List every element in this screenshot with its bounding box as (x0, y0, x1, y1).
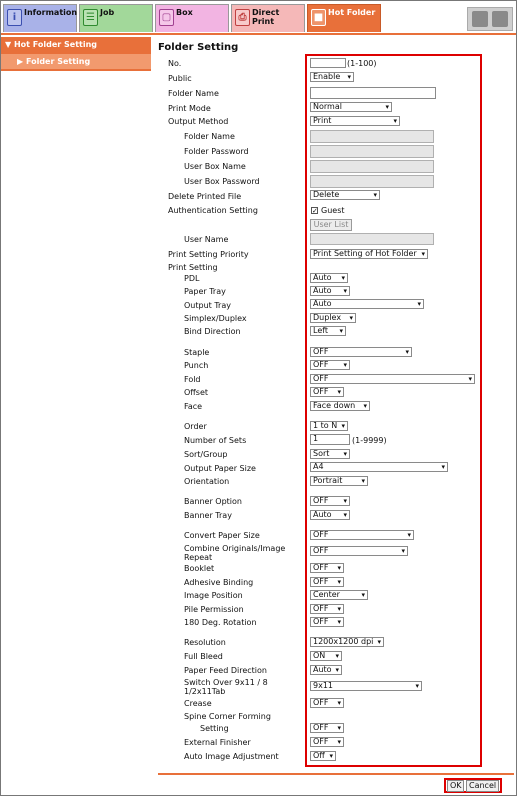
om-user-box-password-input[interactable] (310, 175, 434, 188)
om-folder-name-input[interactable] (310, 130, 434, 143)
order-select[interactable]: 1 to N ▾ (310, 421, 348, 431)
crease-select[interactable]: OFF ▾ (310, 698, 344, 708)
sidebar (1, 37, 151, 71)
sidebar-heading[interactable]: ▼ Hot Folder Setting (1, 37, 151, 54)
booklet-select[interactable]: OFF ▾ (310, 563, 344, 573)
job-icon: ☰ (83, 9, 98, 26)
pdl-select[interactable]: Auto ▾ (310, 273, 348, 283)
label-staple: Staple (184, 348, 210, 357)
label-banner-tray: Banner Tray (184, 511, 232, 520)
toolbar-icons (467, 7, 513, 31)
bind-direction-select[interactable]: Left ▾ (310, 326, 346, 336)
label-adhesive-binding: Adhesive Binding (184, 578, 254, 587)
label-punch: Punch (184, 361, 209, 370)
full-bleed-select[interactable]: ON ▾ (310, 651, 342, 661)
label-resolution: Resolution (184, 638, 226, 647)
label-public: Public (168, 74, 192, 83)
no-range-hint: (1-100) (347, 59, 377, 68)
label-spine-corner-2: Setting (200, 724, 229, 733)
staple-select[interactable]: OFF ▾ (310, 347, 412, 357)
combine-originals-select[interactable]: OFF ▾ (310, 546, 408, 556)
footer-divider (158, 773, 514, 775)
label-fold: Fold (184, 375, 201, 384)
banner-tray-select[interactable]: Auto ▾ (310, 510, 350, 520)
auto-image-adjustment-select[interactable]: Off ▾ (310, 751, 336, 761)
hot-folder-icon: ■ (311, 9, 326, 26)
paper-feed-direction-select[interactable]: Auto ▾ (310, 665, 342, 675)
label-switch-over-1: Switch Over 9x11 / 8 (184, 678, 268, 687)
top-tab-bar (1, 1, 516, 35)
label-output-paper-size: Output Paper Size (184, 464, 256, 473)
label-paper-tray: Paper Tray (184, 287, 226, 296)
image-position-select[interactable]: Center ▾ (310, 590, 368, 600)
spine-corner-forming-select[interactable]: OFF ▾ (310, 723, 344, 733)
banner-option-select[interactable]: OFF ▾ (310, 496, 350, 506)
label-convert-paper-size: Convert Paper Size (184, 531, 260, 540)
no-input[interactable] (310, 58, 346, 68)
label-user-name: User Name (184, 235, 229, 244)
label-output-tray: Output Tray (184, 301, 231, 310)
label-booklet: Booklet (184, 564, 215, 573)
guest-checkbox[interactable]: ✓ (312, 207, 318, 215)
label-om-user-box-password: User Box Password (184, 177, 260, 186)
label-spine-corner-1: Spine Corner Forming (184, 712, 271, 721)
number-of-sets-hint: (1-9999) (352, 436, 387, 445)
offset-select[interactable]: OFF ▾ (310, 387, 344, 397)
switch-over-select[interactable]: 9x11 ▾ (310, 681, 422, 691)
direct-print-icon: ⎙ (235, 9, 250, 26)
guest-label: Guest (321, 206, 345, 215)
folder-name-input[interactable] (310, 87, 436, 99)
cancel-button[interactable]: Cancel (466, 780, 499, 792)
device-icon[interactable] (472, 11, 488, 27)
label-combine-originals-2: Repeat (184, 553, 213, 562)
label-combine-originals-1: Combine Originals/Image (184, 544, 286, 553)
output-tray-select[interactable]: Auto ▾ (310, 299, 424, 309)
label-simplex-duplex: Simplex/Duplex (184, 314, 247, 323)
label-paper-feed-direction: Paper Feed Direction (184, 666, 267, 675)
convert-paper-size-select[interactable]: OFF ▾ (310, 530, 414, 540)
label-number-of-sets: Number of Sets (184, 436, 247, 445)
face-select[interactable]: Face down ▾ (310, 401, 370, 411)
resolution-select[interactable]: 1200x1200 dpi ▾ (310, 637, 384, 647)
external-finisher-select[interactable]: OFF ▾ (310, 737, 344, 747)
label-order: Order (184, 422, 207, 431)
label-sort-group: Sort/Group (184, 450, 228, 459)
user-name-input[interactable] (310, 233, 434, 245)
om-user-box-name-input[interactable] (310, 160, 434, 173)
label-delete-printed-file: Delete Printed File (168, 192, 242, 201)
label-om-user-box-name: User Box Name (184, 162, 246, 171)
number-of-sets-input[interactable]: 1 (310, 434, 350, 445)
label-face: Face (184, 402, 203, 411)
label-auto-image-adjustment: Auto Image Adjustment (184, 752, 279, 761)
label-full-bleed: Full Bleed (184, 652, 223, 661)
simplex-duplex-select[interactable]: Duplex ▾ (310, 313, 356, 323)
public-select[interactable]: Enable ▾ (310, 72, 354, 82)
sort-group-select[interactable]: Sort ▾ (310, 449, 350, 459)
user-list-button[interactable]: User List (310, 219, 352, 231)
print-mode-select[interactable]: Normal ▾ (310, 102, 392, 112)
label-180-rotation: 180 Deg. Rotation (184, 618, 257, 627)
label-folder-name: Folder Name (168, 89, 219, 98)
settings-icon[interactable] (492, 11, 508, 27)
label-pdl: PDL (184, 274, 200, 283)
tab-information[interactable]: i Information (3, 4, 77, 32)
paper-tray-select[interactable]: Auto ▾ (310, 286, 350, 296)
label-switch-over-2: 1/2x11Tab (184, 687, 226, 696)
box-icon: ▢ (159, 9, 174, 26)
label-om-folder-password: Folder Password (184, 147, 249, 156)
label-crease: Crease (184, 699, 212, 708)
ok-button[interactable]: OK (447, 780, 464, 792)
page-title: Folder Setting (158, 42, 239, 53)
label-banner-option: Banner Option (184, 497, 242, 506)
tab-direct-print[interactable]: ⎙ Direct Print (231, 4, 305, 32)
adhesive-binding-select[interactable]: OFF ▾ (310, 577, 344, 587)
fold-select[interactable]: OFF ▾ (310, 374, 475, 384)
label-image-position: Image Position (184, 591, 243, 600)
label-offset: Offset (184, 388, 209, 397)
label-no: No. (168, 59, 182, 68)
label-om-folder-name: Folder Name (184, 132, 235, 141)
label-authentication-setting: Authentication Setting (168, 206, 258, 215)
output-paper-size-select[interactable]: A4 ▾ (310, 462, 448, 472)
label-pile-permission: Pile Permission (184, 605, 244, 614)
tab-hot-folder[interactable]: ■ Hot Folder (307, 4, 381, 32)
label-bind-direction: Bind Direction (184, 327, 241, 336)
label-print-mode: Print Mode (168, 104, 211, 113)
print-setting-priority-select[interactable]: Print Setting of Hot Folder ▾ (310, 249, 428, 259)
punch-select[interactable]: OFF ▾ (310, 360, 350, 370)
tab-job[interactable]: ☰ Job (79, 4, 153, 32)
om-folder-password-input[interactable] (310, 145, 434, 158)
rotation-180-select[interactable]: OFF ▾ (310, 617, 344, 627)
orientation-select[interactable]: Portrait ▾ (310, 476, 368, 486)
label-orientation: Orientation (184, 477, 230, 486)
output-method-select[interactable]: Print ▾ (310, 116, 400, 126)
pile-permission-select[interactable]: OFF ▾ (310, 604, 344, 614)
sidebar-item-folder-setting[interactable]: ▶ Folder Setting (1, 54, 151, 71)
tab-box[interactable]: ▢ Box (155, 4, 229, 32)
label-print-setting-priority: Print Setting Priority (168, 250, 249, 259)
label-print-setting: Print Setting (168, 263, 218, 272)
information-icon: i (7, 9, 22, 26)
label-output-method: Output Method (168, 117, 229, 126)
delete-printed-file-select[interactable]: Delete ▾ (310, 190, 380, 200)
label-external-finisher: External Finisher (184, 738, 251, 747)
